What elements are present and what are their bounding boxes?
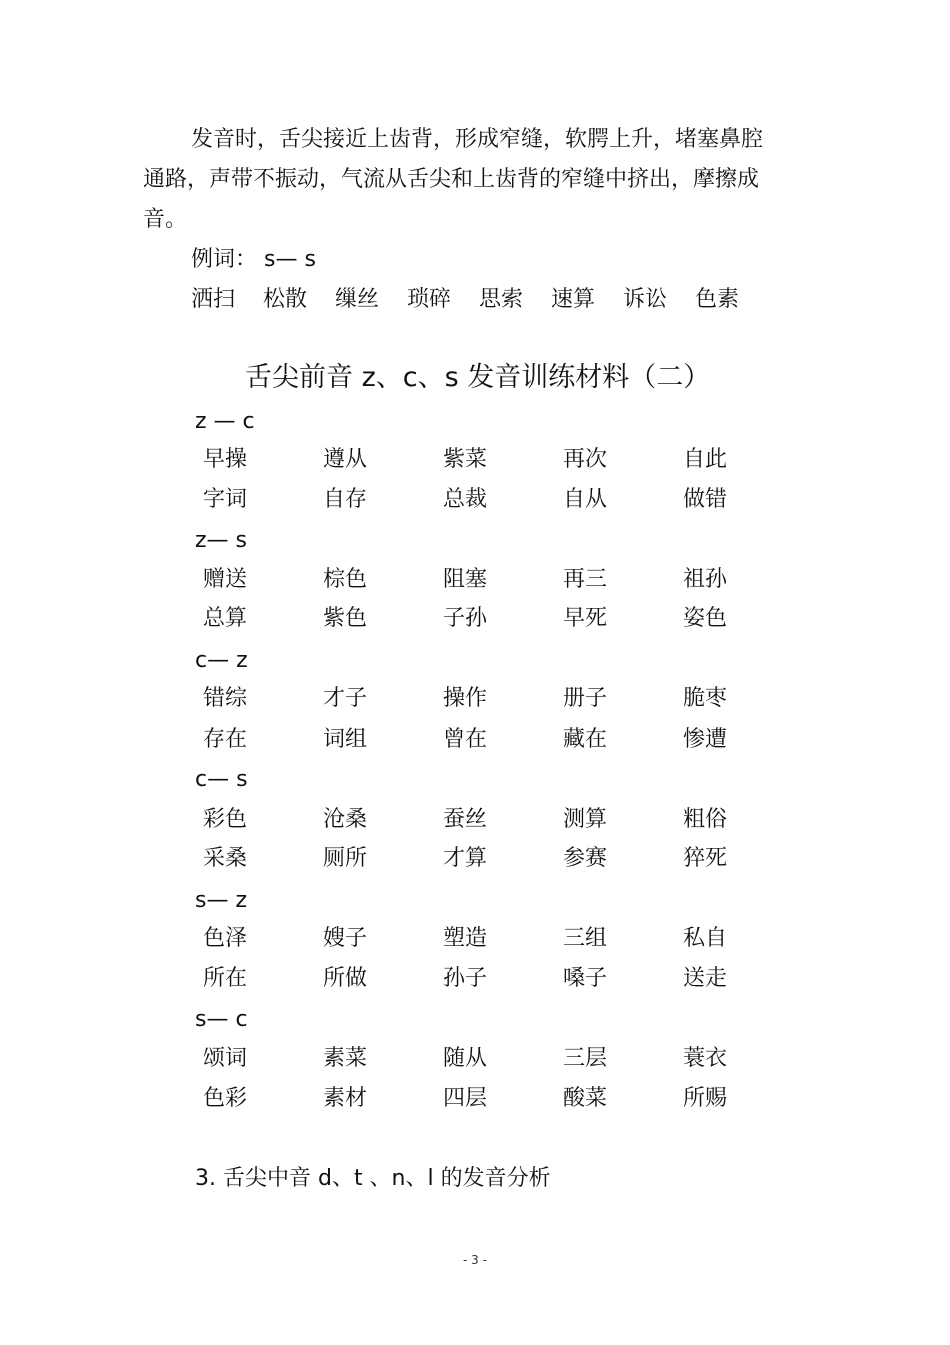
word-cell: 素材 <box>323 1086 368 1111</box>
word-cell: 存在 <box>203 727 248 752</box>
word-row <box>203 1044 803 1074</box>
word-cell: 阻塞 <box>443 567 488 592</box>
word-cell: 惨遭 <box>683 727 728 752</box>
word-cell: 做错 <box>683 487 728 512</box>
word-row <box>203 924 803 954</box>
word-cell: 采桑 <box>203 846 248 871</box>
word-cell: 棕色 <box>323 567 368 592</box>
word-cell: 嗓子 <box>563 966 608 991</box>
word-cell: 再次 <box>563 447 608 472</box>
word-cell: 厕所 <box>323 846 368 871</box>
word-cell: 自存 <box>323 487 368 512</box>
word-cell: 孙子 <box>443 966 488 991</box>
word-cell: 才算 <box>443 846 488 871</box>
example-word: 松散 <box>263 287 308 312</box>
example-label: 例词： s— s <box>191 247 316 272</box>
word-cell: 祖孙 <box>683 567 728 592</box>
word-cell: 藏在 <box>563 727 608 752</box>
example-word: 洒扫 <box>191 287 236 312</box>
word-row <box>203 445 803 475</box>
page-number: - 3 - <box>463 1253 487 1267</box>
intro-paragraph: 发音时，舌尖接近上齿背，形成窄缝，软腭上升，堵塞鼻腔通路，声带不振动，气流从舌尖和上齿背的窄缝中挤出，摩擦成音。 <box>143 127 764 232</box>
word-cell: 错综 <box>203 686 248 711</box>
word-cell: 嫂子 <box>323 926 368 951</box>
word-cell: 蚕丝 <box>443 807 488 832</box>
group-label: z— s <box>195 528 248 553</box>
word-cell: 脆枣 <box>683 686 728 711</box>
word-cell: 测算 <box>563 807 608 832</box>
group-label: s— c <box>195 1007 248 1032</box>
word-cell: 册子 <box>563 686 608 711</box>
word-cell: 曾在 <box>443 727 488 752</box>
word-cell: 所赐 <box>683 1086 728 1111</box>
section-3-title: 3. 舌尖中音 d、t 、n、l 的发音分析 <box>195 1166 551 1191</box>
word-cell: 姿色 <box>683 606 728 631</box>
example-word: 琐碎 <box>407 287 452 312</box>
word-cell: 颂词 <box>203 1046 248 1071</box>
word-cell: 色彩 <box>203 1086 248 1111</box>
word-cell: 再三 <box>563 567 608 592</box>
word-cell: 素菜 <box>323 1046 368 1071</box>
word-cell: 遵从 <box>323 447 368 472</box>
word-cell: 三组 <box>563 926 608 951</box>
word-cell: 酸菜 <box>563 1086 608 1111</box>
word-cell: 送走 <box>683 966 728 991</box>
word-cell: 所在 <box>203 966 248 991</box>
word-cell: 随从 <box>443 1046 488 1071</box>
word-cell: 字词 <box>203 487 248 512</box>
word-cell: 紫菜 <box>443 447 488 472</box>
word-row <box>203 604 803 634</box>
word-cell: 塑造 <box>443 926 488 951</box>
word-cell: 蓑衣 <box>683 1046 728 1071</box>
word-cell: 参赛 <box>563 846 608 871</box>
word-cell: 操作 <box>443 686 488 711</box>
example-word: 色素 <box>695 287 740 312</box>
example-word: 缫丝 <box>335 287 380 312</box>
example-word: 思索 <box>479 287 524 312</box>
word-row <box>203 964 803 994</box>
word-cell: 总算 <box>203 606 248 631</box>
word-cell: 彩色 <box>203 807 248 832</box>
word-row <box>203 725 803 755</box>
word-cell: 才子 <box>323 686 368 711</box>
word-cell: 词组 <box>323 727 368 752</box>
example-words <box>191 285 767 315</box>
word-cell: 私自 <box>683 926 728 951</box>
word-cell: 沧桑 <box>323 807 368 832</box>
word-cell: 子孙 <box>443 606 488 631</box>
word-cell: 总裁 <box>443 487 488 512</box>
word-row <box>203 684 803 714</box>
word-cell: 色泽 <box>203 926 248 951</box>
group-label: z — c <box>195 409 255 434</box>
word-cell: 早死 <box>563 606 608 631</box>
word-row <box>203 844 803 874</box>
word-cell: 紫色 <box>323 606 368 631</box>
example-word: 速算 <box>551 287 596 312</box>
word-row <box>203 1084 803 1114</box>
word-cell: 自此 <box>683 447 728 472</box>
word-cell: 粗俗 <box>683 807 728 832</box>
word-cell: 四层 <box>443 1086 488 1111</box>
group-label: s— z <box>195 888 248 913</box>
word-cell: 早操 <box>203 447 248 472</box>
example-word: 诉讼 <box>623 287 668 312</box>
word-cell: 猝死 <box>683 846 728 871</box>
section-heading: 舌尖前音 z、c、s 发音训练材料（二） <box>245 362 711 393</box>
group-label: c— s <box>195 767 248 792</box>
word-cell: 赠送 <box>203 567 248 592</box>
word-row <box>203 565 803 595</box>
word-row <box>203 485 803 515</box>
word-cell: 自从 <box>563 487 608 512</box>
group-label: c— z <box>195 648 248 673</box>
word-cell: 三层 <box>563 1046 608 1071</box>
word-row <box>203 805 803 835</box>
word-cell: 所做 <box>323 966 368 991</box>
